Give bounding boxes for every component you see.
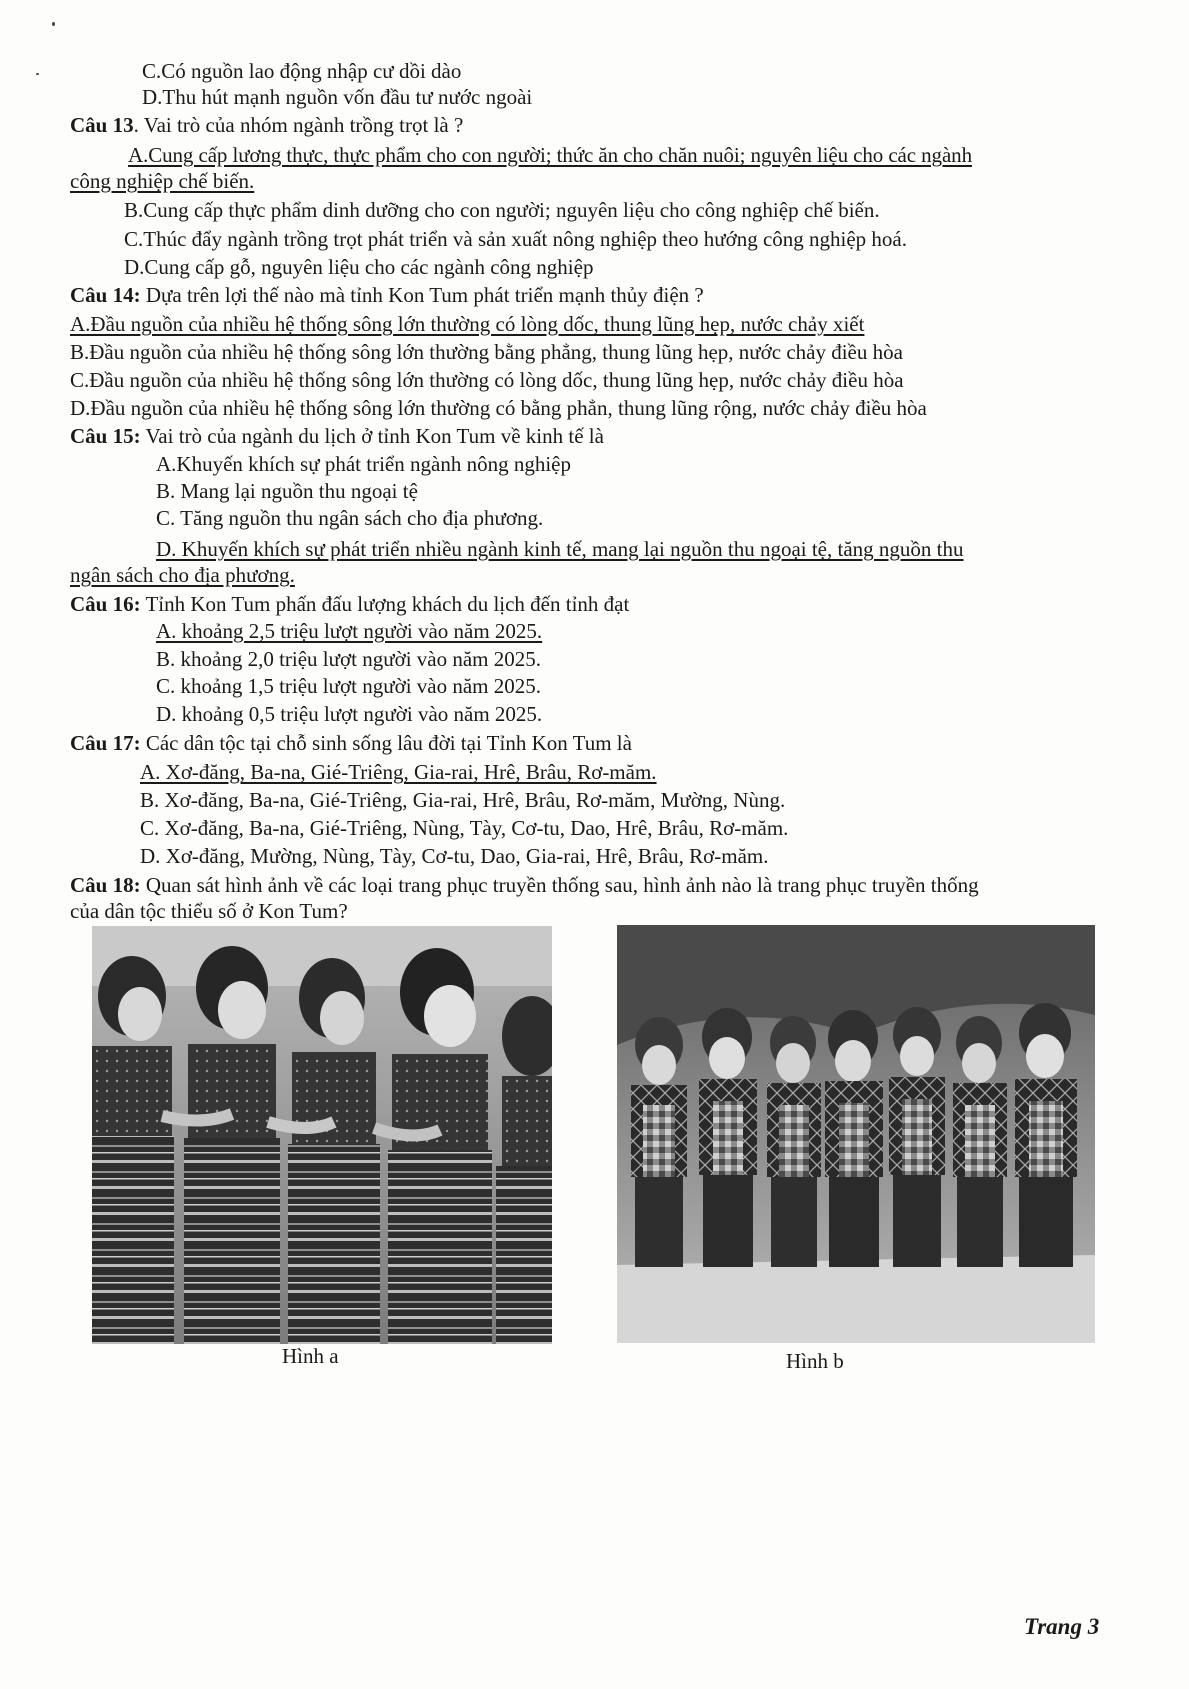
q17-label: Câu 17: xyxy=(70,731,141,755)
q17-option-b: B. Xơ-đăng, Ba-na, Gié-Triêng, Gia-rai, Hrê, Brâu, Rơ-măm, Mường, Nùng. xyxy=(140,788,786,812)
q14-option-c: C.Đầu nguồn của nhiều hệ thống sông lớn thường có lòng dốc, thung lũng hẹp, nước chảy điều hòa xyxy=(70,368,904,392)
q13-option-b: B.Cung cấp thực phẩm dinh dưỡng cho con người; nguyên liệu cho công nghiệp chế biến. xyxy=(124,198,880,222)
scan-speck xyxy=(52,22,55,26)
figure-a-caption: Hình a xyxy=(282,1344,339,1368)
q13-label: Câu 13 xyxy=(70,113,134,137)
figure-a-photo xyxy=(92,926,552,1344)
q14-option-d: D.Đầu nguồn của nhiều hệ thống sông lớn thường có bằng phẳn, thung lũng rộng, nước chảy điều hòa xyxy=(70,396,927,420)
q16-option-b: B. khoảng 2,0 triệu lượt người vào năm 2025. xyxy=(156,647,542,671)
q15-option-a: A.Khuyến khích sự phát triển ngành nông nghiệp xyxy=(156,452,571,476)
q13-option-c: C.Thúc đẩy ngành trồng trọt phát triển và sản xuất nông nghiệp theo hướng công nghiệp hoá. xyxy=(124,227,907,251)
q12-option-c: C.Có nguồn lao động nhập cư dồi dào xyxy=(142,59,462,83)
q17-option-c: C. Xơ-đăng, Ba-na, Gié-Triêng, Nùng, Tày, Cơ-tu, Dao, Hrê, Brâu, Rơ-măm. xyxy=(140,816,789,840)
q16-label: Câu 16: xyxy=(70,592,141,616)
q16-option-a: A. khoảng 2,5 triệu lượt người vào năm 2025. xyxy=(156,619,543,643)
q14-text: Dựa trên lợi thế nào mà tỉnh Kon Tum phát triển mạnh thủy điện ? xyxy=(140,283,704,307)
q15-option-d: D. Khuyến khích sự phát triển nhiều ngành kinh tế, mang lại nguồn thu ngoại tệ, tăng nguồn thu xyxy=(156,537,964,561)
q18-text: Quan sát hình ảnh về các loại trang phục truyền thống sau, hình ảnh nào là trang phục truyền thống xyxy=(140,873,979,897)
q16-option-c: C. khoảng 1,5 triệu lượt người vào năm 2025. xyxy=(156,674,542,698)
q15-option-c: C. Tăng nguồn thu ngân sách cho địa phương. xyxy=(156,506,544,530)
q14-option-b: B.Đầu nguồn của nhiều hệ thống sông lớn thường bằng phẳng, thung lũng hẹp, nước chảy điều hòa xyxy=(70,340,903,364)
q12-option-d: D.Thu hút mạnh nguồn vốn đầu tư nước ngoài xyxy=(142,85,533,109)
q17-question xyxy=(70,730,632,756)
figure-b-caption: Hình b xyxy=(786,1349,844,1373)
q15-option-d-cont: ngân sách cho địa phương. xyxy=(70,563,295,587)
q14-option-a: A.Đầu nguồn của nhiều hệ thống sông lớn thường có lòng dốc, thung lũng hẹp, nước chảy xiết xyxy=(70,312,865,336)
scan-speck xyxy=(36,73,39,75)
q16-option-d: D. khoảng 0,5 triệu lượt người vào năm 2025. xyxy=(156,702,543,726)
q14-label: Câu 14: xyxy=(70,283,141,307)
q13-question xyxy=(70,112,463,138)
q15-option-b: B. Mang lại nguồn thu ngoại tệ xyxy=(156,479,418,503)
q15-question xyxy=(70,423,604,449)
q18-label: Câu 18: xyxy=(70,873,141,897)
page-number: Trang 3 xyxy=(1024,1614,1100,1639)
q13-text: . Vai trò của nhóm ngành trồng trọt là ? xyxy=(133,113,464,137)
q15-text: Vai trò của ngành du lịch ở tỉnh Kon Tum về kinh tế là xyxy=(140,424,604,448)
q13-option-a-cont: công nghiệp chế biến. xyxy=(70,169,255,193)
q16-question xyxy=(70,591,629,617)
q17-option-d: D. Xơ-đăng, Mường, Nùng, Tày, Cơ-tu, Dao, Gia-rai, Hrê, Brâu, Rơ-măm. xyxy=(140,844,769,868)
q17-text: Các dân tộc tại chỗ sinh sống lâu đời tại Tỉnh Kon Tum là xyxy=(140,731,632,755)
q13-option-a: A.Cung cấp lương thực, thực phẩm cho con người; thức ăn cho chăn nuôi; nguyên liệu cho các ngành xyxy=(128,143,972,167)
q18-question xyxy=(70,872,979,898)
q16-text: Tỉnh Kon Tum phấn đấu lượng khách du lịch đến tỉnh đạt xyxy=(140,592,630,616)
q15-label: Câu 15: xyxy=(70,424,141,448)
q18-question-cont: của dân tộc thiểu số ở Kon Tum? xyxy=(70,899,348,923)
q17-option-a: A. Xơ-đăng, Ba-na, Gié-Triêng, Gia-rai, Hrê, Brâu, Rơ-măm. xyxy=(140,760,657,784)
figure-b-photo xyxy=(617,925,1095,1343)
q13-option-d: D.Cung cấp gỗ, nguyên liệu cho các ngành công nghiệp xyxy=(124,255,594,279)
q14-question xyxy=(70,282,704,308)
